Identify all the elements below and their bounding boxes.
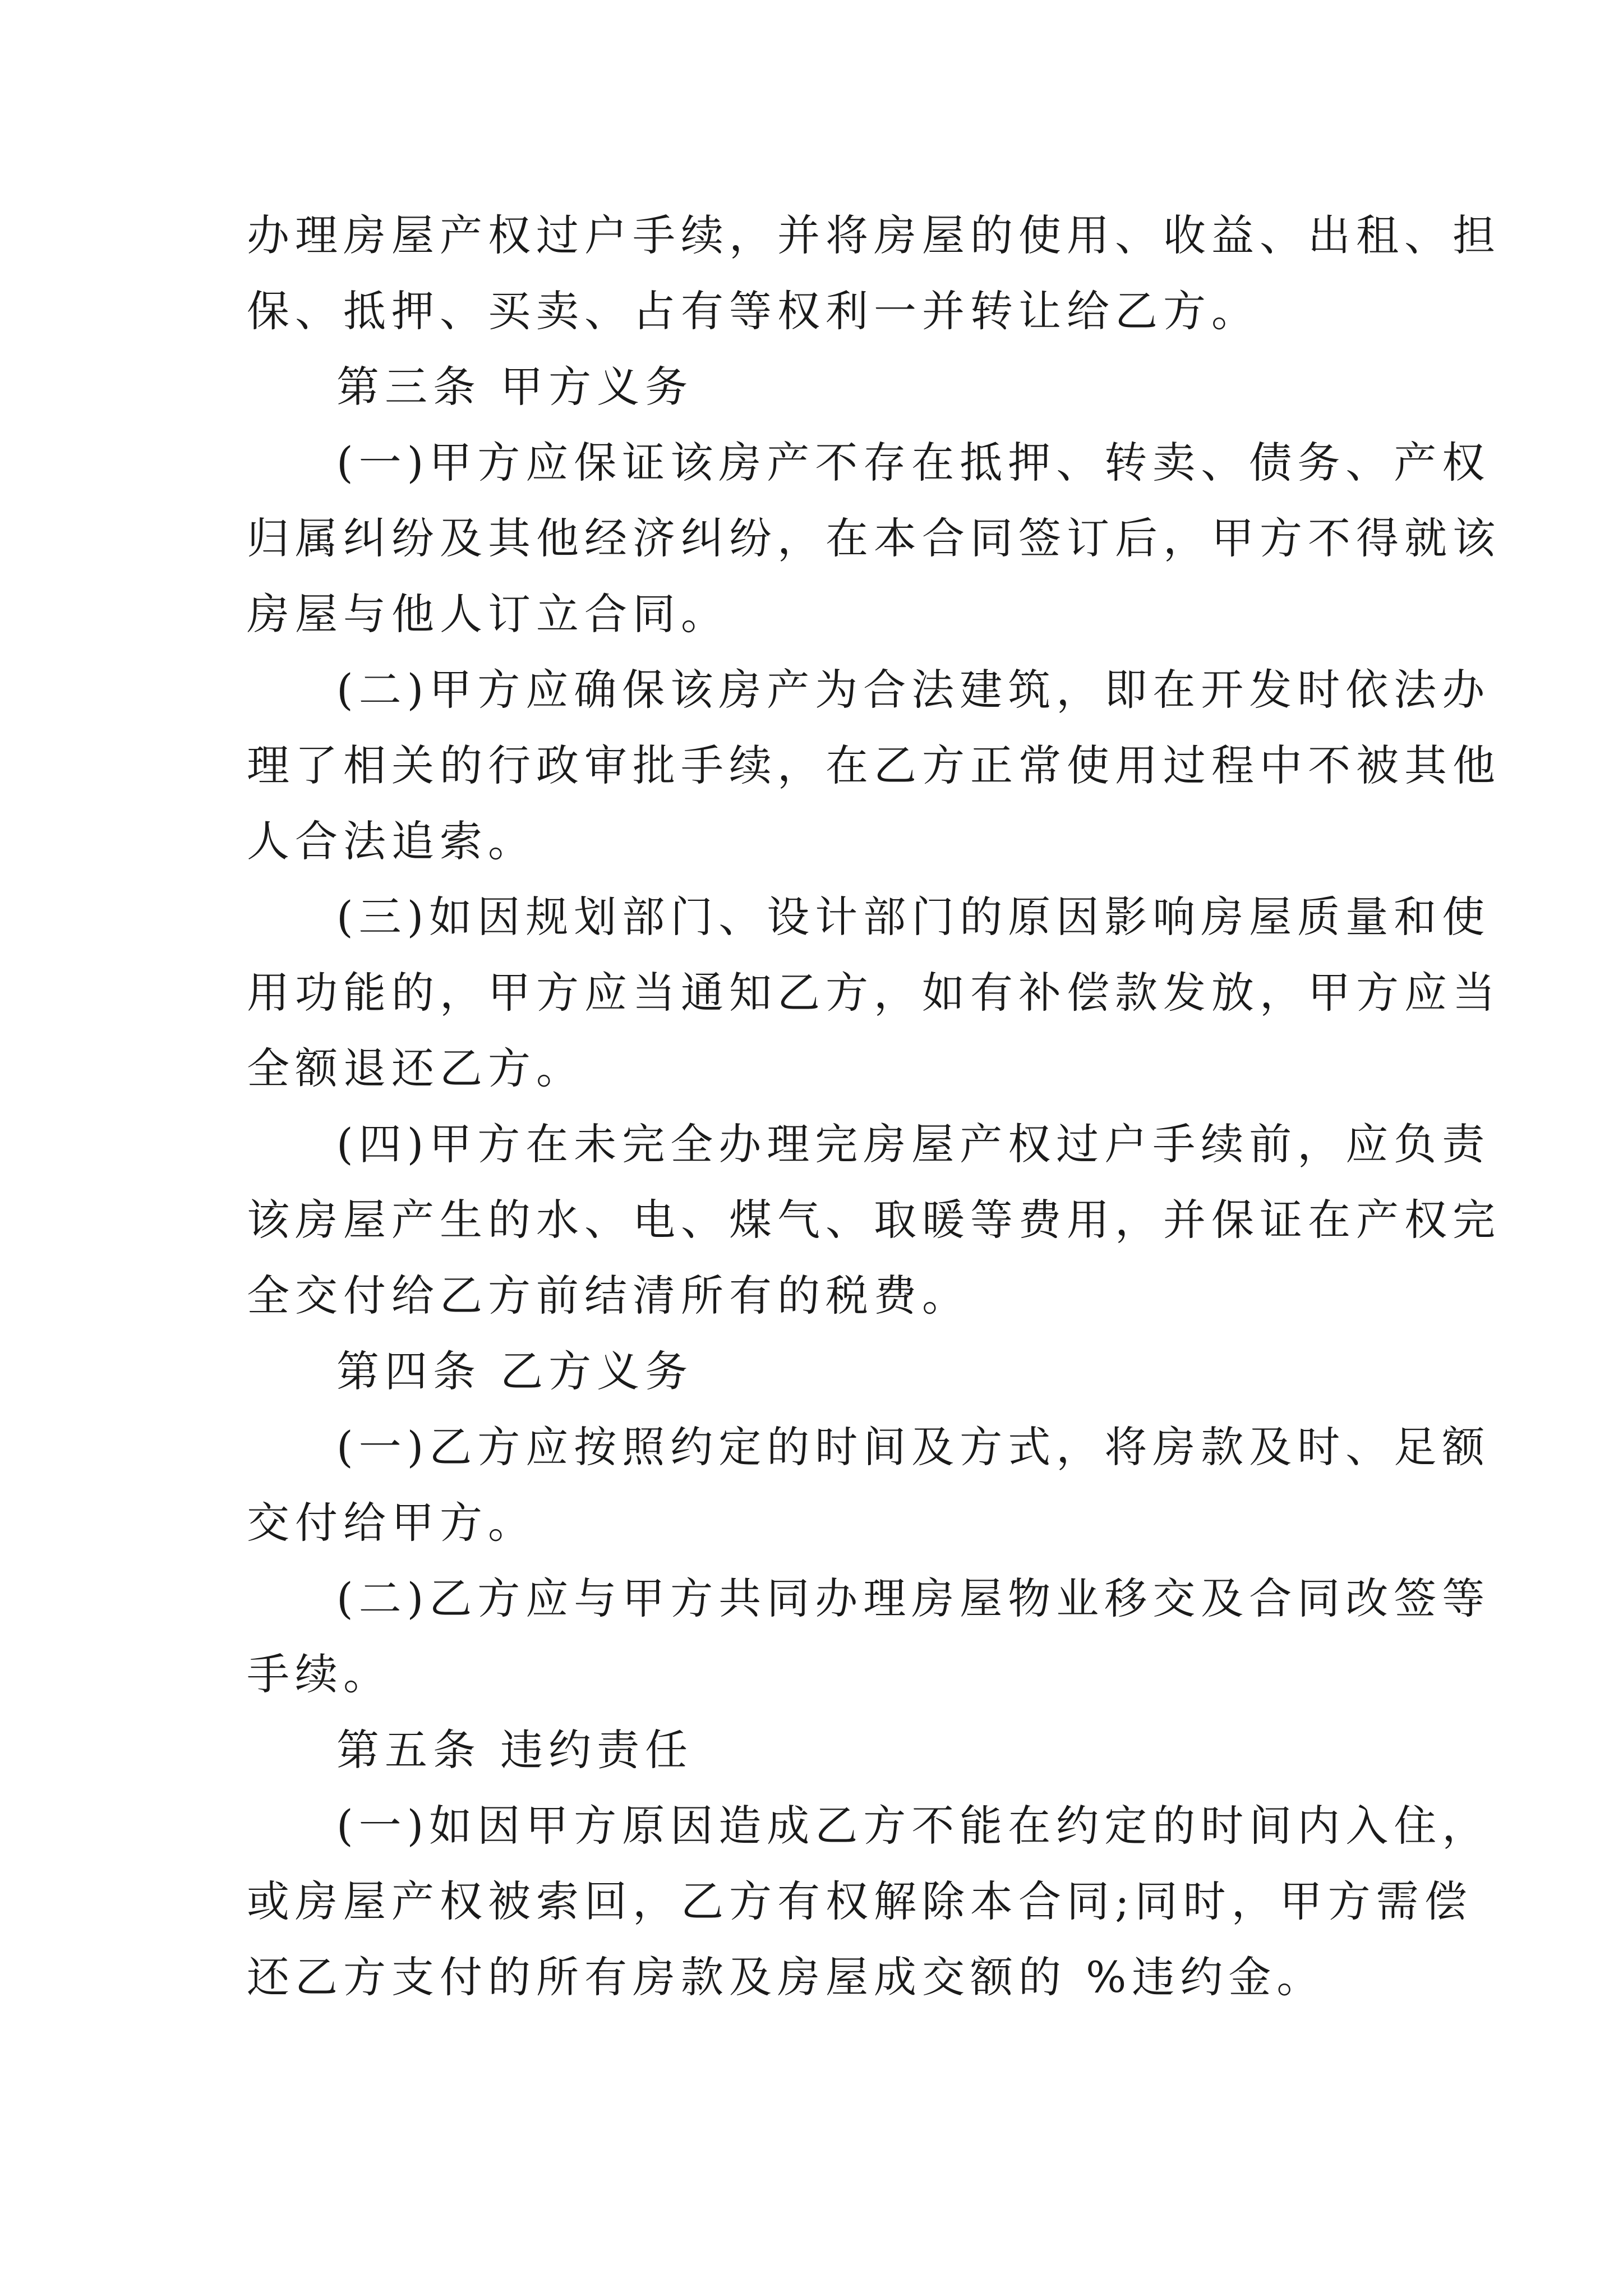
body-line: 手续。 [247, 1649, 391, 1699]
body-line: (二)甲方应确保该房产为合法建筑，即在开发时依法办 [336, 665, 1491, 715]
body-line: (一)甲方应保证该房产不存在抵押、转卖、债务、产权 [336, 438, 1491, 487]
body-line: 或房屋产权被索回，乙方有权解除本合同;同时，甲方需偿 [247, 1876, 1473, 1926]
body-line: (一)如因甲方原因造成乙方不能在约定的时间内入住， [336, 1801, 1491, 1851]
body-line: 房屋与他人订立合同。 [247, 589, 729, 639]
body-line: (二)乙方应与甲方共同办理房屋物业移交及合同改签等 [336, 1573, 1491, 1623]
body-line: 全额退还乙方。 [247, 1043, 584, 1093]
document-body [247, 197, 1501, 2015]
body-line: 交付给甲方。 [247, 1498, 536, 1548]
body-line: 保、抵押、买卖、占有等权利一并转让给乙方。 [247, 286, 1260, 336]
article-heading: 第五条 违约责任 [336, 1725, 694, 1775]
body-line: (三)如因规划部门、设计部门的原因影响房屋质量和使 [336, 892, 1491, 942]
body-line: 该房屋产生的水、电、煤气、取暖等费用，并保证在产权完 [247, 1195, 1501, 1245]
body-line: 用功能的，甲方应当通知乙方，如有补偿款发放，甲方应当 [247, 968, 1501, 1018]
body-line: 理了相关的行政审批手续，在乙方正常使用过程中不被其他 [247, 740, 1501, 790]
body-line: 人合法追索。 [247, 816, 536, 866]
body-line: 办理房屋产权过户手续，并将房屋的使用、收益、出租、担 [247, 210, 1501, 260]
body-line: (四)甲方在未完全办理完房屋产权过户手续前，应负责 [336, 1119, 1491, 1169]
article-heading: 第四条 乙方义务 [336, 1346, 694, 1396]
body-line: 归属纠纷及其他经济纠纷，在本合同签订后，甲方不得就该 [247, 513, 1501, 563]
body-line: 还乙方支付的所有房款及房屋成交额的 %违约金。 [247, 1952, 1325, 2002]
article-heading: 第三条 甲方义务 [336, 362, 694, 412]
body-line: (一)乙方应按照约定的时间及方式，将房款及时、足额 [336, 1422, 1491, 1472]
body-line: 全交付给乙方前结清所有的税费。 [247, 1271, 970, 1320]
